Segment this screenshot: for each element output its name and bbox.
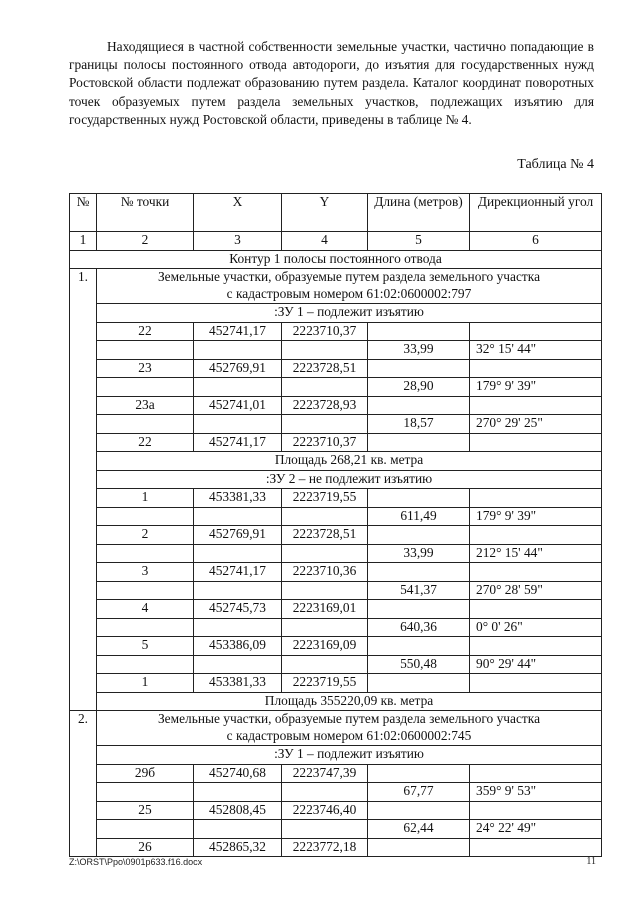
point-number-cell: 26 [97, 838, 194, 857]
point-number-cell [97, 655, 194, 674]
x-coordinate-cell: 452741,17 [194, 563, 282, 582]
contour-title-row [70, 250, 602, 269]
area-row [70, 452, 602, 471]
point-number-cell: 23а [97, 396, 194, 415]
length-cell: 640,36 [368, 618, 470, 637]
length-cell: 611,49 [368, 507, 470, 526]
y-coordinate-cell: 2223710,36 [282, 563, 368, 582]
table-row [70, 396, 602, 415]
length-cell: 62,44 [368, 820, 470, 839]
section-cadastral-line: с кадастровым номером 61:02:0600002:745 [226, 727, 472, 743]
subsection-label-row [70, 746, 602, 765]
column-number-cell: 3 [194, 232, 282, 251]
angle-cell: 90° 29' 44" [470, 655, 602, 674]
y-coordinate-cell [282, 507, 368, 526]
section-cadastral-line: с кадастровым номером 61:02:0600002:797 [226, 285, 472, 301]
table-caption: Таблица № 4 [517, 157, 594, 172]
y-coordinate-cell: 2223169,01 [282, 600, 368, 619]
header-cell: X [194, 194, 282, 232]
angle-cell: 24° 22' 49" [470, 820, 602, 839]
x-coordinate-cell: 452741,17 [194, 433, 282, 452]
table-row [70, 801, 602, 820]
table-row [70, 359, 602, 378]
table-row [70, 838, 602, 857]
point-number-cell: 2 [97, 526, 194, 545]
section-number: 1. [70, 269, 97, 711]
angle-cell [470, 433, 602, 452]
header-cell: Дирекционный угол [470, 194, 602, 232]
table-row [70, 600, 602, 619]
column-number-cell: 2 [97, 232, 194, 251]
coordinates-table [69, 193, 602, 857]
footer-page-number: 11 [586, 856, 596, 867]
point-number-cell: 5 [97, 637, 194, 656]
y-coordinate-cell: 2223746,40 [282, 801, 368, 820]
point-number-cell: 22 [97, 322, 194, 341]
section-title [97, 269, 602, 304]
length-cell [368, 563, 470, 582]
x-coordinate-cell: 453386,09 [194, 637, 282, 656]
angle-cell: 270° 29' 25" [470, 415, 602, 434]
length-cell: 18,57 [368, 415, 470, 434]
length-cell [368, 359, 470, 378]
x-coordinate-cell: 452741,17 [194, 322, 282, 341]
section-title-line: Земельные участки, образуемые путем раздела земельного участка [157, 711, 541, 726]
angle-cell [470, 801, 602, 820]
x-coordinate-cell [194, 820, 282, 839]
area-row [70, 692, 602, 711]
section-title [97, 711, 602, 746]
length-cell [368, 322, 470, 341]
angle-cell [470, 563, 602, 582]
table-header-row [70, 194, 602, 232]
length-cell [368, 764, 470, 783]
point-number-cell: 1 [97, 674, 194, 693]
section-title-line: Земельные участки, образуемые путем раздела земельного участка [157, 269, 541, 284]
footer-file-path: Z:\ORST\Ppo\0901p633.f16.docx [69, 857, 203, 867]
area-cell: Площадь 355220,09 кв. метра [97, 692, 602, 711]
length-cell: 550,48 [368, 655, 470, 674]
column-number-cell: 1 [70, 232, 97, 251]
x-coordinate-cell [194, 783, 282, 802]
angle-cell: 270° 28' 59" [470, 581, 602, 600]
subsection-label: :ЗУ 1 – подлежит изъятию [97, 304, 602, 323]
angle-cell: 179° 9' 39" [470, 507, 602, 526]
angle-cell [470, 838, 602, 857]
angle-cell [470, 674, 602, 693]
x-coordinate-cell [194, 544, 282, 563]
table-row [70, 341, 602, 360]
angle-cell [470, 526, 602, 545]
x-coordinate-cell [194, 378, 282, 397]
header-cell: № [70, 194, 97, 232]
table-row [70, 415, 602, 434]
table-row [70, 581, 602, 600]
angle-cell [470, 637, 602, 656]
y-coordinate-cell [282, 820, 368, 839]
length-cell [368, 637, 470, 656]
header-cell: № точки [97, 194, 194, 232]
subsection-label-row [70, 470, 602, 489]
x-coordinate-cell: 452769,91 [194, 359, 282, 378]
point-number-cell: 3 [97, 563, 194, 582]
length-cell: 33,99 [368, 341, 470, 360]
table-row [70, 674, 602, 693]
section-title-row [70, 269, 602, 304]
x-coordinate-cell: 452769,91 [194, 526, 282, 545]
y-coordinate-cell: 2223728,93 [282, 396, 368, 415]
y-coordinate-cell: 2223728,51 [282, 526, 368, 545]
y-coordinate-cell [282, 618, 368, 637]
area-cell: Площадь 268,21 кв. метра [97, 452, 602, 471]
column-number-row [70, 232, 602, 251]
table-row [70, 433, 602, 452]
table-row [70, 526, 602, 545]
x-coordinate-cell: 452745,73 [194, 600, 282, 619]
angle-cell [470, 489, 602, 508]
point-number-cell: 25 [97, 801, 194, 820]
subsection-label: :ЗУ 2 – не подлежит изъятию [97, 470, 602, 489]
section-title-row [70, 711, 602, 746]
x-coordinate-cell: 452740,68 [194, 764, 282, 783]
y-coordinate-cell [282, 378, 368, 397]
section-number: 2. [70, 711, 97, 857]
y-coordinate-cell [282, 341, 368, 360]
angle-cell [470, 600, 602, 619]
table-row [70, 618, 602, 637]
y-coordinate-cell: 2223728,51 [282, 359, 368, 378]
table-row [70, 783, 602, 802]
angle-cell: 32° 15' 44" [470, 341, 602, 360]
length-cell [368, 674, 470, 693]
point-number-cell: 1 [97, 489, 194, 508]
y-coordinate-cell [282, 415, 368, 434]
point-number-cell [97, 544, 194, 563]
table-row [70, 637, 602, 656]
length-cell: 67,77 [368, 783, 470, 802]
column-number-cell: 5 [368, 232, 470, 251]
angle-cell [470, 322, 602, 341]
y-coordinate-cell: 2223169,09 [282, 637, 368, 656]
point-number-cell: 4 [97, 600, 194, 619]
table-row [70, 378, 602, 397]
y-coordinate-cell: 2223710,37 [282, 322, 368, 341]
x-coordinate-cell [194, 618, 282, 637]
length-cell [368, 838, 470, 857]
length-cell [368, 396, 470, 415]
point-number-cell [97, 378, 194, 397]
intro-paragraph: Находящиеся в частной собственности земельные участки, частично попадающие в границы полосы постоянного отвода автодороги, до изъятия для государственных нужд Ростовской области подлежат образованию путем раздела. Каталог координат поворотных точек образуемых путем раздела земельных участков, подлежащих изъятию для государственных нужд Ростовской области, приведены в таблице № 4. [69, 39, 594, 127]
x-coordinate-cell: 452808,45 [194, 801, 282, 820]
table-row [70, 764, 602, 783]
x-coordinate-cell [194, 415, 282, 434]
point-number-cell [97, 415, 194, 434]
angle-cell: 359° 9' 53" [470, 783, 602, 802]
point-number-cell [97, 820, 194, 839]
length-cell: 33,99 [368, 544, 470, 563]
table-row [70, 489, 602, 508]
y-coordinate-cell [282, 655, 368, 674]
column-number-cell: 4 [282, 232, 368, 251]
length-cell: 28,90 [368, 378, 470, 397]
column-number-cell: 6 [470, 232, 602, 251]
y-coordinate-cell [282, 581, 368, 600]
y-coordinate-cell: 2223772,18 [282, 838, 368, 857]
angle-cell: 212° 15' 44" [470, 544, 602, 563]
length-cell: 541,37 [368, 581, 470, 600]
table-row [70, 655, 602, 674]
x-coordinate-cell [194, 655, 282, 674]
x-coordinate-cell [194, 581, 282, 600]
header-cell: Длина (метров) [368, 194, 470, 232]
y-coordinate-cell: 2223747,39 [282, 764, 368, 783]
table-body [70, 194, 602, 857]
angle-cell [470, 396, 602, 415]
point-number-cell: 23 [97, 359, 194, 378]
table-row [70, 544, 602, 563]
length-cell [368, 526, 470, 545]
angle-cell: 0° 0' 26" [470, 618, 602, 637]
y-coordinate-cell: 2223710,37 [282, 433, 368, 452]
point-number-cell [97, 341, 194, 360]
y-coordinate-cell: 2223719,55 [282, 489, 368, 508]
x-coordinate-cell [194, 341, 282, 360]
point-number-cell: 29б [97, 764, 194, 783]
x-coordinate-cell: 452865,32 [194, 838, 282, 857]
angle-cell: 179° 9' 39" [470, 378, 602, 397]
length-cell [368, 600, 470, 619]
point-number-cell [97, 581, 194, 600]
x-coordinate-cell [194, 507, 282, 526]
point-number-cell [97, 618, 194, 637]
length-cell [368, 433, 470, 452]
length-cell [368, 801, 470, 820]
y-coordinate-cell [282, 783, 368, 802]
point-number-cell [97, 783, 194, 802]
angle-cell [470, 359, 602, 378]
table-row [70, 507, 602, 526]
x-coordinate-cell: 452741,01 [194, 396, 282, 415]
table-row [70, 820, 602, 839]
point-number-cell [97, 507, 194, 526]
x-coordinate-cell: 453381,33 [194, 674, 282, 693]
length-cell [368, 489, 470, 508]
angle-cell [470, 764, 602, 783]
table-row [70, 563, 602, 582]
x-coordinate-cell: 453381,33 [194, 489, 282, 508]
contour-title: Контур 1 полосы постоянного отвода [70, 250, 602, 269]
header-cell: Y [282, 194, 368, 232]
y-coordinate-cell: 2223719,55 [282, 674, 368, 693]
subsection-label-row [70, 304, 602, 323]
subsection-label: :ЗУ 1 – подлежит изъятию [97, 746, 602, 765]
point-number-cell: 22 [97, 433, 194, 452]
y-coordinate-cell [282, 544, 368, 563]
table-row [70, 322, 602, 341]
